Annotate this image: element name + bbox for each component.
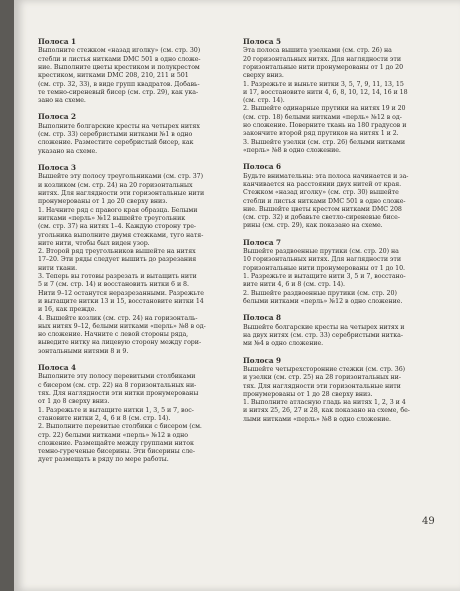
section-stripe-4: [38, 364, 226, 465]
section-text: Вышейте эту полосу треугольниками (см. стр. 37) и козликом (см. стр. 24) на 20 горизонтальных нитях. Для наглядности эти горизонтальные нити пронумерованы от 1 до 20 сверху вниз. 1. Начните ряд с правого края образца. Белыми нитками «перль» №12 вышейте треугольник (см. стр. 37) на нитях 1–4. Каждую сторону тре- угольника выполните двумя стежками, туго натя- ните нити, чтобы был виден узор. 2. Второй ряд треугольников вышейте на нитях 17–20. Эти ряды следует вышить до разрезания нити ткани. 3. Теперь вы готовы разрезать и вытащить нити 5 и 7 (см. стр. 14) и восстановить нитки 6 и 8. Нити 9–12 останутся неразрезанными. Разрежьте и вытащите нитки 13 и 15, восстановите нитки 14 и 16, как прежде. 4. Вышейте козлик (см. стр. 24) на горизонталь- ных нитях 9–12, белыми нитками «перль» №8 в од- но сложение. Начните с левой стороны ряда, выведите нитку на лицевую сторону между гори- зонтальными нитями 8 и 9.: [38, 173, 206, 355]
section-text: Выполните болгарские кресты на четырех нитях (см. стр. 33) серебристыми нитками №1 в одно сложение. Разместите серебристый бисер, как указано на схеме.: [38, 122, 200, 155]
section-heading: Полоса 4: [38, 363, 76, 373]
section-stripe-1: [38, 38, 226, 105]
section-text: Вышейте болгарские кресты на четырех нитях и на двух нитях (см. стр. 33) серебристыми нитка- ми №4 в одно сложение.: [243, 323, 405, 348]
left-column: [38, 38, 226, 473]
section-heading: Полоса 3: [38, 163, 76, 173]
section-heading: Полоса 7: [243, 237, 281, 247]
section-text: Будьте внимательны: эта полоса начинается и за- канчивается на расстоянии двух нитей от края. Стежком «назад иголку» (см. стр. 30) вышейте стебли и листья нитками DMC 501 в одно сложе- ние. Вышейте цветы крестом нитками DMC 208 (см. стр. 32) и добавьте светло-сиреневые бисе- рины (см. стр. 29), как показано на схеме.: [243, 172, 409, 230]
section-stripe-9: [243, 357, 431, 424]
section-text: Выполните стежком «назад иголку» (см. стр. 30) стебли и листья нитками DMC 501 в одно сложе- ние. Выполните цветы крестиком и полукрестом крестиком, нитками DMC 208, 210, 211 и 501 (см. стр. 32, 33), в виде групп квадратов. Добавь- те темно-сиреневый бисер (см. стр. 29), как ука- зано на схеме.: [38, 47, 201, 105]
section-stripe-3: [38, 164, 226, 356]
section-heading: Полоса 1: [38, 37, 76, 46]
section-text: Вышейте четырехсторонние стежки (см. стр. 36) и узелки (см. стр. 25) на 28 горизонтальных ни- тях. Для наглядности эти горизонтальные нити пронумерованы от 1 до 28 сверху вниз. 1. Выполните атласную гладь на нитях 1, 2, 3 и 4 и нитях 25, 26, 27 и 28, как показано на схеме, бе- лыми нитками «перль» №8 в одно сложение.: [243, 365, 410, 423]
section-heading: Полоса 6: [243, 162, 281, 172]
section-heading: Полоса 9: [243, 355, 281, 365]
section-text: Эта полоса вышита узелками (см. стр. 26) на 20 горизонтальных нитях. Для наглядности эти горизонтальные нити пронумерованы от 1 до 20 сверху вниз. 1. Разрежьте и выньте нитки 3, 5, 7, 9, 11, 13, 15 и 17, восстановите нити 4, 6, 8, 10, 12, 14, 16 и 18 (см. стр. 14). 2. Вышейте одинарные прутики на нитях 19 и 20 (см. стр. 18) белыми нитками «перль» №12 в од- но сложение. Поверните ткань на 180 градусов и закончите второй ряд прутиков на нитях 1 и 2. 3. Вышейте узелки (см. стр. 26) белыми нитками «перль» №8 в одно сложение.: [243, 47, 408, 154]
section-stripe-2: [38, 113, 226, 156]
section-text: Выполните эту полосу перевитыми столбиками с бисером (см. стр. 22) на 8 горизонтальных ни- тях. Для наглядности эти нитки пронумерованы от 1 до 8 сверху вниз. 1. Разрежьте и вытащите нитки 1, 3, 5 и 7, вос- становите нитки 2, 4, 6 и 8 (см. стр. 14). 2. Выполните перевитые столбики с бисером (см. стр. 22) белыми нитками «перль» №12 в одно сложение. Размещайте между группами ниток темно-гуреченые бисерины. Эти бисерины сле- дует размещать в ряду по мере работы.: [38, 373, 202, 464]
section-text: Вышейте раздвоенные прутики (см. стр. 20) на 10 горизонтальных нитях. Для наглядности эти горизонтальные нити пронумерованы от 1 до 10. 1. Разрежьте и вытащите нити 3, 5 и 7, восстано- вите нити 4, 6 и 8 (см. стр. 14). 2. Вышейте раздвоенные прутики (см. стр. 20) белыми нитками «перль» №12 в одно сложение.: [243, 248, 406, 305]
section-stripe-6: [243, 163, 431, 230]
right-column: [243, 38, 431, 432]
section-heading: Полоса 5: [243, 37, 281, 46]
section-stripe-7: [243, 239, 431, 306]
book-page: [14, 0, 460, 591]
section-stripe-5: [243, 38, 431, 155]
page-number: 49: [422, 516, 435, 527]
section-heading: Полоса 2: [38, 112, 76, 122]
section-heading: Полоса 8: [243, 313, 281, 323]
section-stripe-8: [243, 314, 431, 348]
